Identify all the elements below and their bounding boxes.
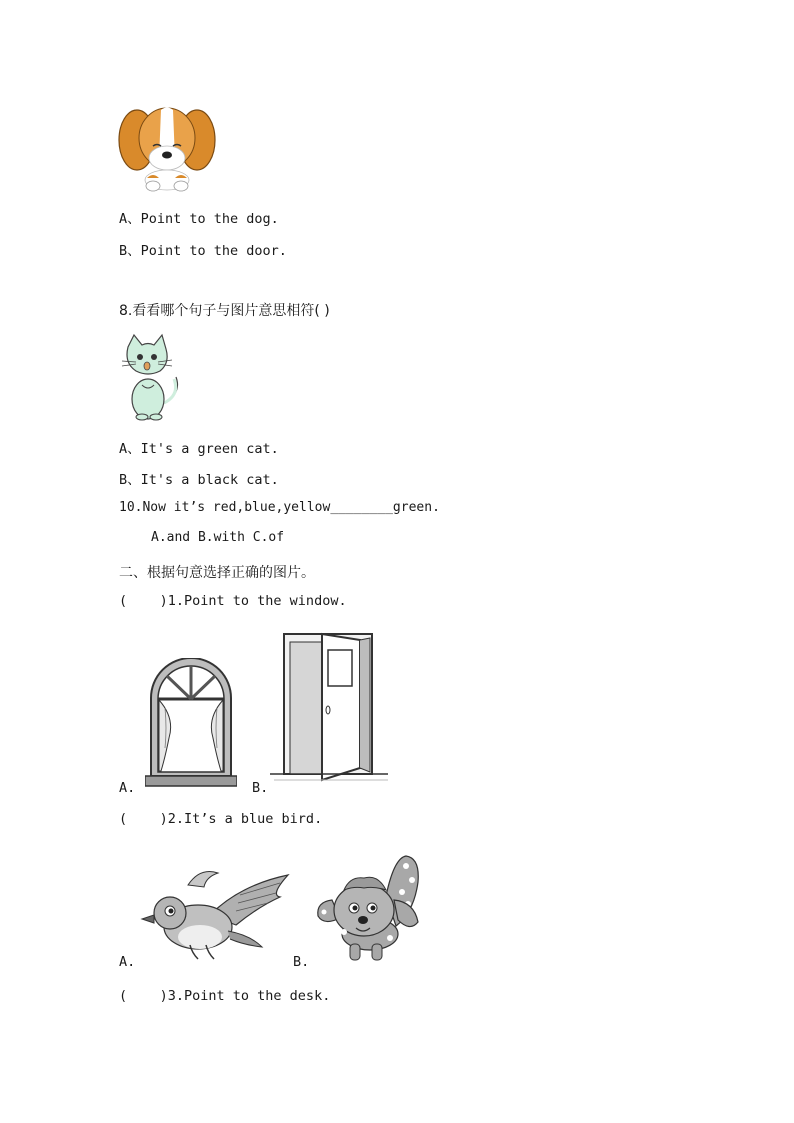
open-door-icon[interactable] — [270, 632, 388, 782]
s2-q1-label-a[interactable]: A. — [119, 780, 136, 796]
s2-q2-label-b[interactable]: B. — [293, 954, 310, 970]
q7-option-b[interactable]: B、Point to the door. — [119, 243, 287, 259]
bird-icon[interactable] — [140, 865, 290, 965]
s2-q3-stem: ( )3.Point to the desk. — [119, 988, 331, 1004]
spotted-dog-icon[interactable] — [314, 852, 424, 964]
s2-q1-stem: ( )1.Point to the window. — [119, 593, 347, 609]
arched-window-icon[interactable] — [145, 658, 237, 788]
green-cat-icon — [120, 333, 184, 421]
s2-q2-label-a[interactable]: A. — [119, 954, 136, 970]
q7-option-a[interactable]: A、Point to the dog. — [119, 211, 279, 227]
q8-option-a[interactable]: A、It's a green cat. — [119, 441, 279, 457]
section2-heading: 二、根据句意选择正确的图片。 — [119, 565, 315, 581]
q8-stem: 8.看看哪个句子与图片意思相符( ) — [119, 303, 330, 319]
q10-options[interactable]: A.and B.with C.of — [151, 530, 285, 545]
q8-option-b[interactable]: B、It's a black cat. — [119, 472, 279, 488]
s2-q2-stem: ( )2.It’s a blue bird. — [119, 811, 323, 827]
q10-stem: 10.Now it’s red,blue,yellow________green. — [119, 500, 440, 515]
s2-q1-label-b[interactable]: B. — [252, 780, 269, 796]
beagle-puppy-icon — [117, 100, 217, 195]
